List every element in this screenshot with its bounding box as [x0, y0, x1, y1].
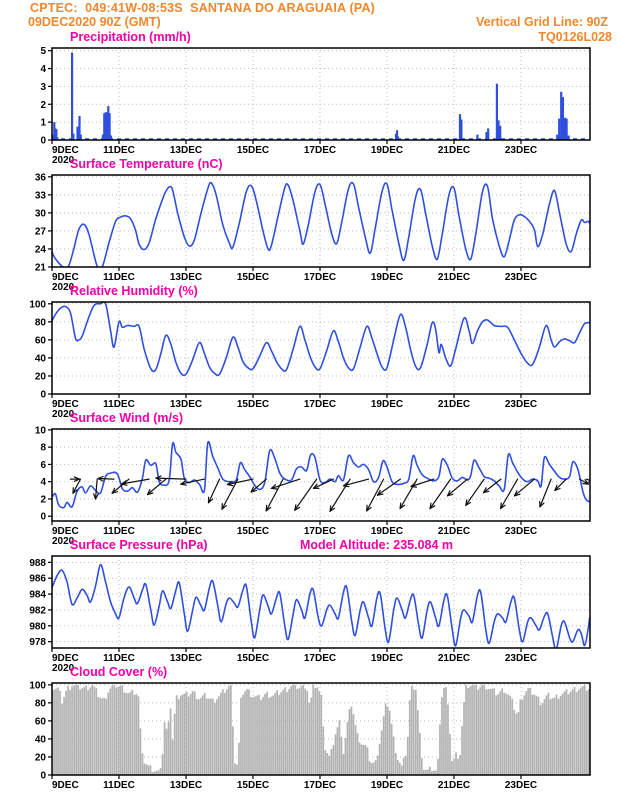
vertical-grid-line-label: Vertical Grid Line: 90Z	[476, 15, 608, 29]
svg-text:19DEC: 19DEC	[370, 399, 404, 410]
svg-text:15DEC: 15DEC	[236, 272, 270, 283]
svg-text:13DEC: 13DEC	[169, 526, 203, 537]
svg-text:15DEC: 15DEC	[236, 780, 270, 791]
svg-text:9DEC: 9DEC	[52, 526, 79, 537]
svg-text:19DEC: 19DEC	[370, 145, 404, 156]
svg-text:15DEC: 15DEC	[236, 526, 270, 537]
svg-text:21DEC: 21DEC	[437, 399, 471, 410]
svg-text:100: 100	[29, 299, 46, 311]
svg-text:9DEC: 9DEC	[52, 780, 79, 791]
svg-text:19DEC: 19DEC	[370, 653, 404, 664]
svg-text:21DEC: 21DEC	[437, 526, 471, 537]
svg-text:2: 2	[40, 494, 46, 506]
svg-text:15DEC: 15DEC	[236, 399, 270, 410]
svg-text:13DEC: 13DEC	[169, 145, 203, 156]
svg-text:21DEC: 21DEC	[437, 272, 471, 283]
svg-text:15DEC: 15DEC	[236, 653, 270, 664]
panel-title-surface-temperature: Surface Temperature (nC)	[70, 157, 223, 171]
svg-text:17DEC: 17DEC	[303, 526, 337, 537]
svg-text:11DEC: 11DEC	[103, 399, 135, 410]
svg-text:9DEC: 9DEC	[52, 272, 79, 283]
panel-title-cloud-cover: Cloud Cover (%)	[70, 665, 168, 679]
svg-text:13DEC: 13DEC	[169, 399, 203, 410]
svg-text:988: 988	[29, 557, 46, 569]
svg-text:17DEC: 17DEC	[303, 780, 337, 791]
svg-text:60: 60	[34, 335, 46, 347]
svg-text:2020: 2020	[52, 536, 75, 547]
svg-text:23DEC: 23DEC	[504, 653, 538, 664]
panel-title-row-pressure	[0, 538, 618, 553]
svg-text:11DEC: 11DEC	[103, 653, 135, 664]
svg-text:40: 40	[34, 353, 46, 365]
svg-text:21DEC: 21DEC	[437, 145, 471, 156]
svg-text:11DEC: 11DEC	[103, 272, 135, 283]
cloud-cover-chart	[0, 680, 618, 792]
panel-title-surface-wind: Surface Wind (m/s)	[70, 411, 184, 425]
svg-text:60: 60	[34, 716, 46, 728]
svg-text:13DEC: 13DEC	[169, 653, 203, 664]
svg-text:2020: 2020	[52, 663, 75, 674]
model-run-code: TQ0126L028	[538, 30, 612, 44]
svg-text:40: 40	[34, 734, 46, 746]
svg-text:21: 21	[34, 262, 46, 274]
svg-text:17DEC: 17DEC	[303, 653, 337, 664]
header	[0, 0, 618, 30]
svg-text:23DEC: 23DEC	[504, 272, 538, 283]
panel-title-precipitation: Precipitation (mm/h)	[70, 30, 191, 44]
svg-text:984: 984	[29, 589, 46, 601]
svg-text:27: 27	[34, 226, 46, 238]
svg-text:20: 20	[34, 752, 46, 764]
svg-text:20: 20	[34, 371, 46, 383]
svg-text:17DEC: 17DEC	[303, 272, 337, 283]
svg-text:8: 8	[40, 442, 46, 454]
svg-text:24: 24	[34, 244, 46, 256]
svg-text:978: 978	[29, 637, 46, 649]
panel-title-relative-humidity: Relative Humidity (%)	[70, 284, 198, 298]
svg-text:9DEC: 9DEC	[52, 399, 79, 410]
svg-text:23DEC: 23DEC	[504, 145, 538, 156]
svg-text:9DEC: 9DEC	[52, 145, 79, 156]
svg-text:13DEC: 13DEC	[169, 272, 203, 283]
svg-text:5: 5	[40, 46, 46, 58]
svg-text:2020: 2020	[52, 409, 75, 420]
svg-text:19DEC: 19DEC	[370, 780, 404, 791]
svg-text:980: 980	[29, 621, 46, 633]
svg-text:4: 4	[40, 64, 46, 76]
svg-text:1: 1	[40, 117, 46, 129]
svg-text:11DEC: 11DEC	[103, 145, 135, 156]
svg-text:0: 0	[40, 389, 46, 401]
svg-text:80: 80	[34, 317, 46, 329]
panel-title-surface-pressure: Surface Pressure (hPa)	[70, 538, 208, 552]
svg-text:100: 100	[29, 680, 46, 692]
svg-text:17DEC: 17DEC	[303, 145, 337, 156]
svg-text:33: 33	[34, 190, 46, 202]
panel-title-row-wind	[0, 411, 618, 426]
svg-text:2020: 2020	[52, 155, 75, 166]
panel-title-row-cloud	[0, 665, 618, 680]
svg-text:11DEC: 11DEC	[103, 526, 135, 537]
svg-text:2020: 2020	[52, 282, 75, 293]
svg-text:11DEC: 11DEC	[103, 780, 135, 791]
svg-text:982: 982	[29, 605, 46, 617]
svg-text:15DEC: 15DEC	[236, 145, 270, 156]
svg-text:0: 0	[40, 770, 46, 782]
svg-text:986: 986	[29, 573, 46, 585]
svg-text:6: 6	[40, 459, 46, 471]
station-coordinates-title: CPTEC: 049:41W-08:53S SANTANA DO ARAGUAIA (PA)	[30, 1, 376, 15]
svg-text:4: 4	[40, 477, 46, 489]
panel-title-row-temperature	[0, 157, 618, 172]
model-altitude-label: Model Altitude: 235.084 m	[300, 538, 454, 552]
svg-text:19DEC: 19DEC	[370, 272, 404, 283]
svg-text:3: 3	[40, 81, 46, 93]
run-datetime-label: 09DEC2020 90Z (GMT)	[28, 15, 161, 29]
svg-text:19DEC: 19DEC	[370, 526, 404, 537]
svg-text:21DEC: 21DEC	[437, 780, 471, 791]
svg-text:30: 30	[34, 208, 46, 220]
svg-text:2: 2	[40, 99, 46, 111]
svg-text:17DEC: 17DEC	[303, 399, 337, 410]
panel-title-row-humidity	[0, 284, 618, 299]
svg-text:36: 36	[34, 172, 46, 184]
svg-text:21DEC: 21DEC	[437, 653, 471, 664]
svg-text:80: 80	[34, 698, 46, 710]
svg-text:13DEC: 13DEC	[169, 780, 203, 791]
svg-text:0: 0	[40, 511, 46, 523]
svg-text:9DEC: 9DEC	[52, 653, 79, 664]
svg-text:23DEC: 23DEC	[504, 399, 538, 410]
panel-title-row-precipitation	[0, 30, 618, 45]
svg-text:0: 0	[40, 135, 46, 147]
svg-text:23DEC: 23DEC	[504, 526, 538, 537]
svg-text:23DEC: 23DEC	[504, 780, 538, 791]
svg-text:10: 10	[34, 425, 46, 437]
